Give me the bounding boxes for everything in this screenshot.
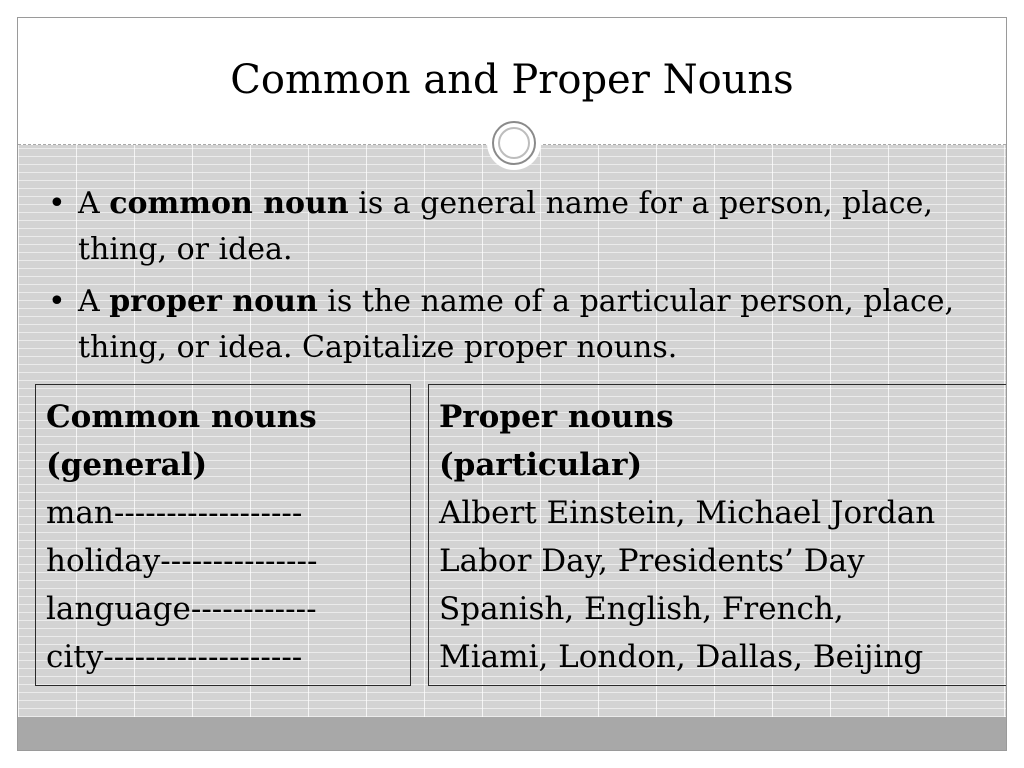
bullet-list bbox=[48, 181, 958, 377]
common-nouns-box bbox=[35, 384, 411, 686]
proper-noun-row: Spanish, English, French, bbox=[439, 591, 844, 627]
bullet-dot-icon: • bbox=[48, 186, 66, 221]
bullet-prefix: A bbox=[78, 186, 110, 221]
common-noun-row: holiday--------------- bbox=[46, 543, 318, 579]
common-noun-row: language------------ bbox=[46, 591, 317, 627]
bullet-text: is a general name for a person, place, thing, or idea. bbox=[78, 186, 933, 267]
proper-noun-row: Albert Einstein, Michael Jordan bbox=[439, 495, 936, 531]
bullet-dot-icon: • bbox=[48, 284, 66, 319]
common-noun-row: man------------------ bbox=[46, 495, 303, 531]
bullet-term: proper noun bbox=[109, 284, 318, 319]
bullet-item-common-noun bbox=[48, 181, 958, 273]
bullet-text: is the name of a particular person, place, thing, or idea. Capitalize proper nouns. bbox=[78, 284, 955, 365]
common-box-heading: Common nouns bbox=[46, 399, 317, 435]
proper-noun-row: Labor Day, Presidents’ Day bbox=[439, 543, 865, 579]
slide bbox=[17, 17, 1007, 751]
bullet-prefix: A bbox=[78, 284, 110, 319]
footer-bar bbox=[18, 717, 1006, 751]
common-box-subheading: (general) bbox=[46, 447, 208, 483]
proper-noun-row: Miami, London, Dallas, Beijing bbox=[439, 639, 924, 675]
proper-box-heading: Proper nouns bbox=[439, 399, 674, 435]
proper-box-subheading: (particular) bbox=[439, 447, 643, 483]
bullet-term: common noun bbox=[109, 186, 349, 221]
circle-ornament-icon bbox=[487, 116, 541, 170]
slide-title: Common and Proper Nouns bbox=[230, 57, 794, 103]
common-noun-row: city------------------- bbox=[46, 639, 303, 675]
bullet-item-proper-noun bbox=[48, 279, 958, 371]
proper-nouns-box bbox=[428, 384, 1007, 686]
